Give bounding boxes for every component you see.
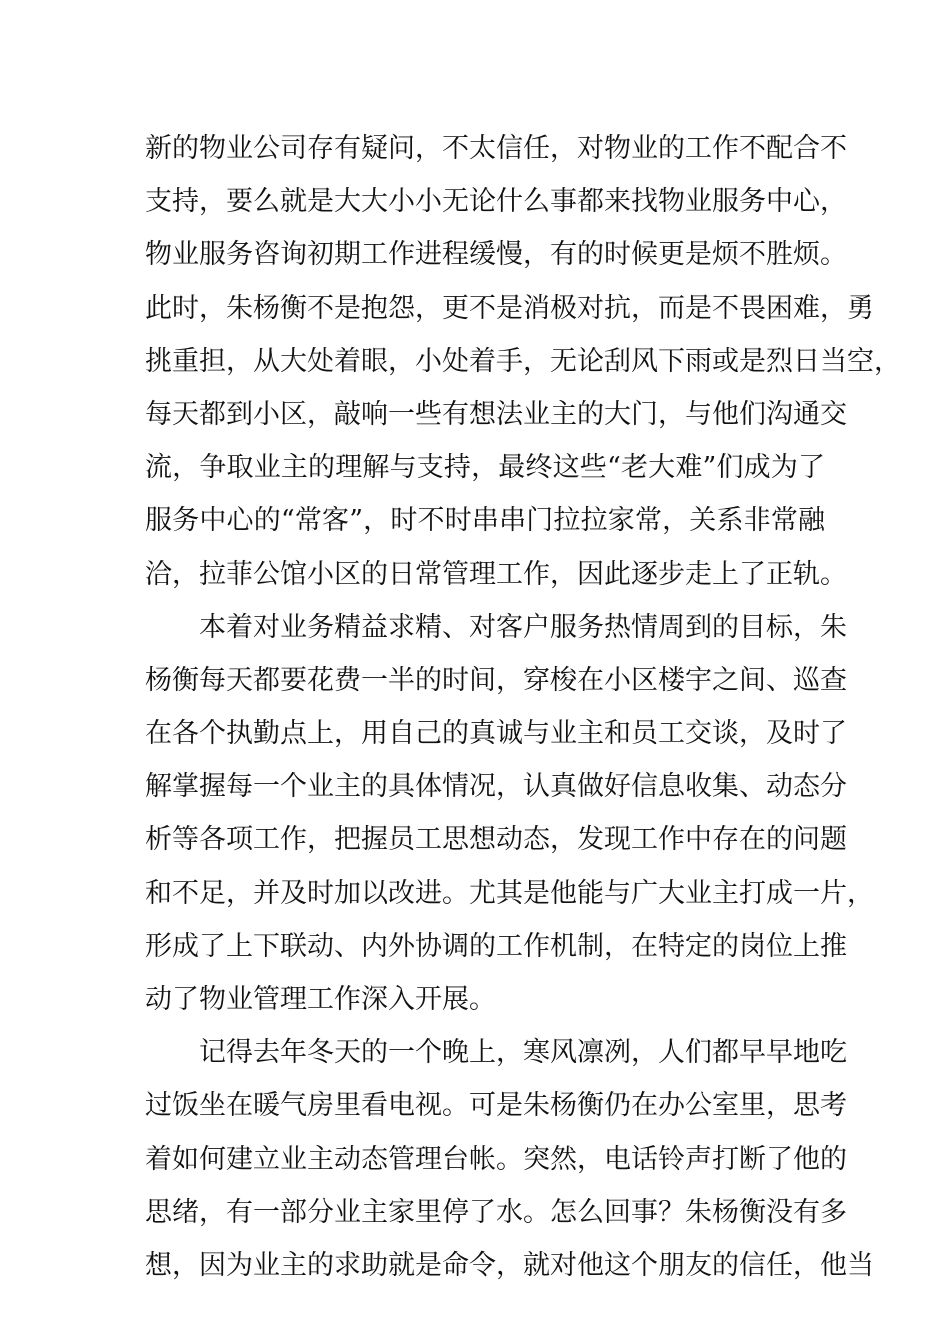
text-line-12: 在各个执勤点上，用自己的真诚与业主和员工交谈，及时了: [145, 718, 847, 750]
text-line-7: 流，争取业主的理解与支持，最终这些“老大难”们成为了: [145, 452, 825, 484]
text-line-14: 析等各项工作，把握员工思想动态，发现工作中存在的问题: [145, 824, 847, 856]
text-line-19: 过饭坐在暖气房里看电视。可是朱杨衡仍在办公室里，思考: [145, 1090, 847, 1122]
text-line-9: 洽，拉菲公馆小区的日常管理工作，因此逐步走上了正轨。: [145, 558, 847, 590]
text-line-20: 着如何建立业主动态管理台帐。突然，电话铃声打断了他的: [145, 1143, 847, 1175]
body-text: [145, 122, 901, 1292]
text-line-21: 思绪，有一部分业主家里停了水。怎么回事？朱杨衡没有多: [145, 1196, 847, 1228]
text-line-15: 和不足，并及时加以改进。尤其是他能与广大业主打成一片，: [145, 877, 874, 909]
text-line-3: 物业服务咨询初期工作进程缓慢，有的时候更是烦不胜烦。: [145, 239, 847, 271]
text-line-2: 支持，要么就是大大小小无论什么事都来找物业服务中心，: [145, 186, 847, 218]
text-line-13: 解掌握每一个业主的具体情况，认真做好信息收集、动态分: [145, 771, 847, 803]
text-line-16: 形成了上下联动、内外协调的工作机制，在特定的岗位上推: [145, 930, 847, 962]
text-line-17: 动了物业管理工作深入开展。: [145, 984, 496, 1015]
text-line-11: 杨衡每天都要花费一半的时间，穿梭在小区楼宇之间、巡查: [145, 664, 847, 696]
text-line-4: 此时，朱杨衡不是抱怨，更不是消极对抗，而是不畏困难，勇: [145, 292, 874, 324]
text-line-1: 新的物业公司存有疑问，不太信任，对物业的工作不配合不: [145, 133, 847, 164]
text-line-18: 记得去年冬天的一个晚上，寒风凛冽，人们都早早地吃: [199, 1037, 847, 1069]
text-line-8: 服务中心的“常客”，时不时串串门拉拉家常，关系非常融: [145, 505, 825, 537]
text-line-6: 每天都到小区，敲响一些有想法业主的大门，与他们沟通交: [145, 398, 847, 430]
text-line-5: 挑重担，从大处着眼，小处着手，无论刮风下雨或是烈日当空，: [145, 345, 901, 377]
text-line-10: 本着对业务精益求精、对客户服务热情周到的目标，朱: [199, 611, 847, 643]
text-line-22: 想，因为业主的求助就是命令，就对他这个朋友的信任，他当: [145, 1249, 874, 1281]
